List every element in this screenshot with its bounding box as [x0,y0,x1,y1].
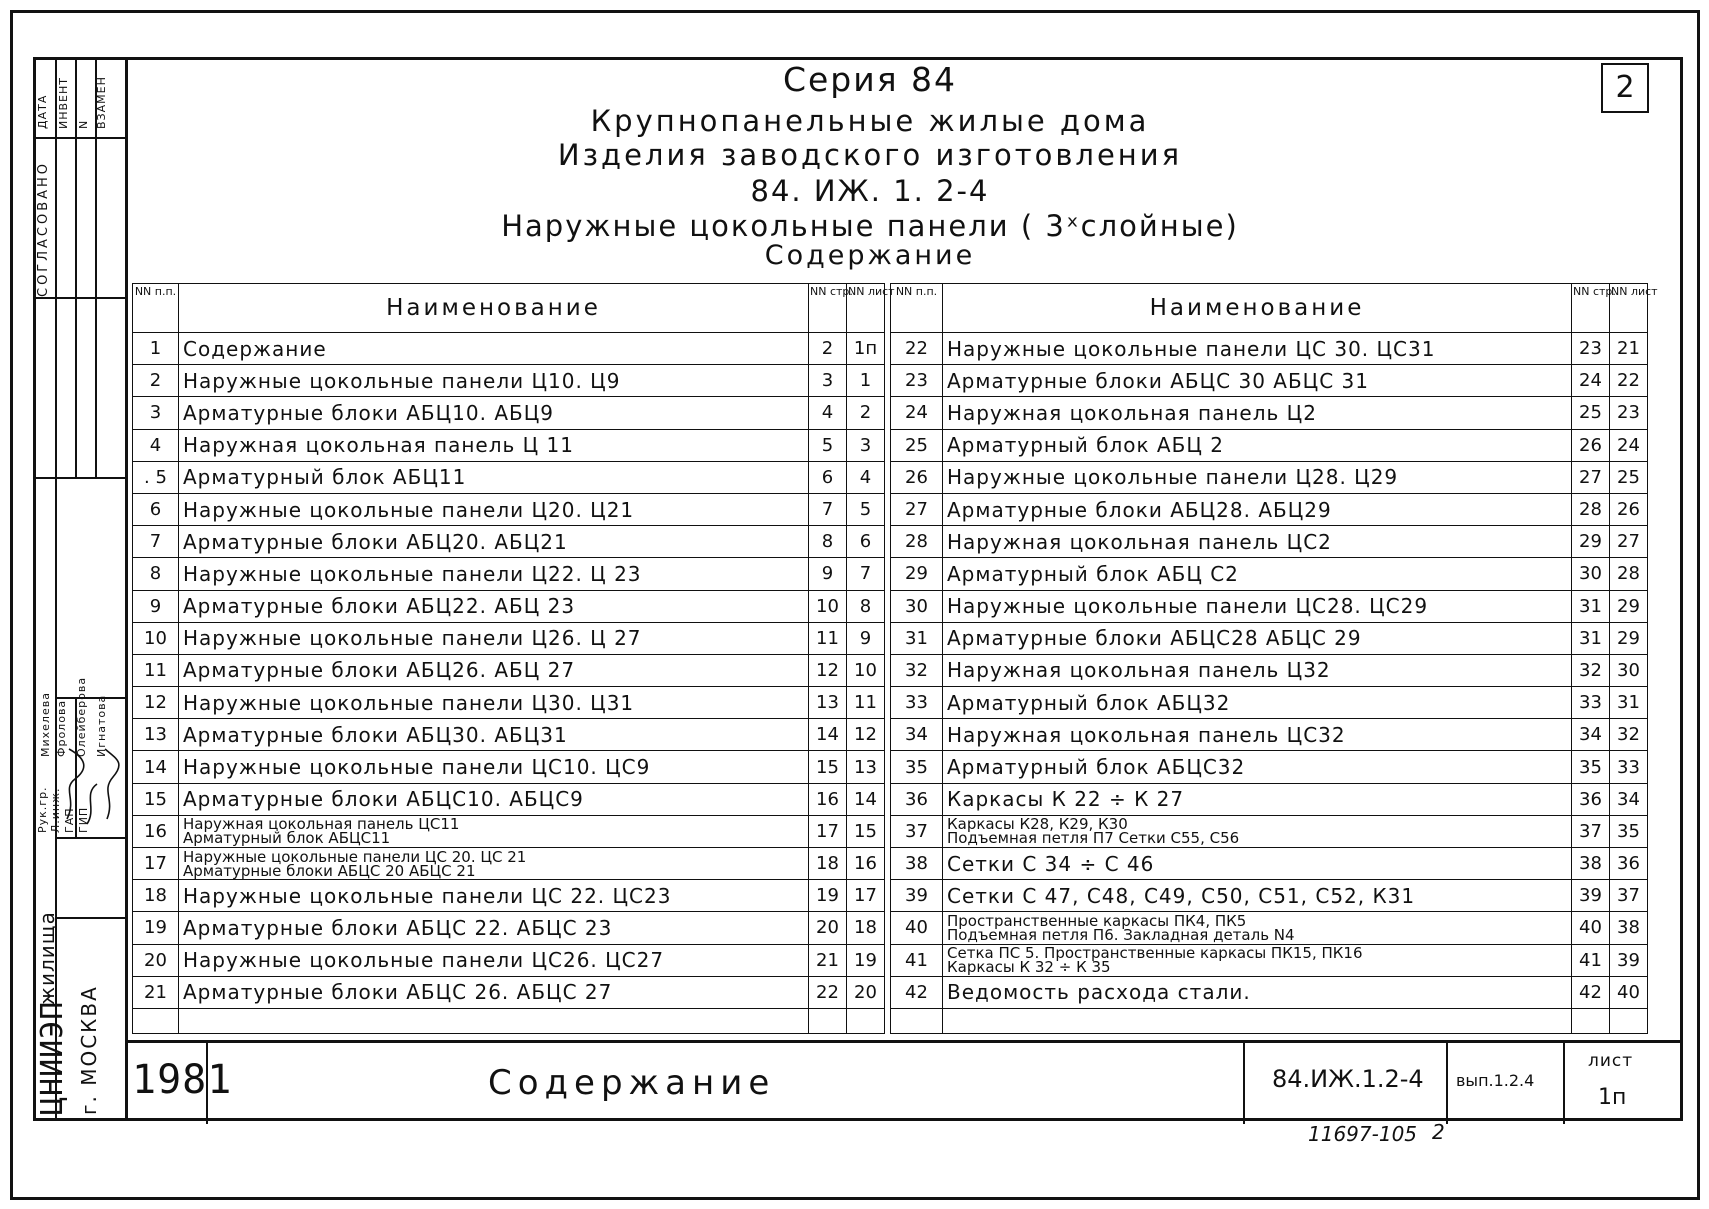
row-sheet: 1 [847,365,885,397]
row-title [943,815,1572,847]
city: г. МОСКВА [77,985,101,1115]
table-row [891,429,1648,461]
row-title [943,912,1572,944]
row-page: 8 [809,526,847,558]
row-number: 17 [133,848,179,880]
replace-label: ВЗАМЕН [95,76,108,129]
row-sheet: 13 [847,751,885,783]
header-line-2: Изделия заводского изготовления [557,138,1183,172]
table-row [133,622,885,654]
row-sheet: 30 [1610,654,1648,686]
role-2: Л.инж. [49,787,62,833]
row-number: 9 [133,590,179,622]
row-title-line-1: Каркасы К28, К29, К30 [947,815,1128,834]
row-number: 41 [891,944,943,976]
row-page: 2 [809,333,847,365]
row-number: 14 [133,751,179,783]
row-sheet: 10 [847,654,885,686]
table-row [133,654,885,686]
role-4: ГИП [77,806,90,833]
stamp-title: Содержание [488,1063,776,1103]
row-page: 29 [1572,526,1610,558]
row-number: 12 [133,687,179,719]
row-title: Сетки С 34 ÷ С 46 [943,848,1572,880]
row-title-line-1: Наружные цокольные панели ЦС 20. ЦС 21 [183,847,527,866]
row-title: Ведомость расхода стали. [943,976,1572,1008]
row-sheet: 34 [1610,783,1648,815]
row-page: 9 [809,558,847,590]
row-page: 28 [1572,493,1610,525]
table-row [891,880,1648,912]
row-sheet: 37 [1610,880,1648,912]
row-title: Арматурный блок АБЦ С2 [943,558,1572,590]
table-row [133,912,885,944]
role-1: Рук.гр. [36,786,49,833]
row-page: 42 [1572,976,1610,1008]
row-sheet: 25 [1610,461,1648,493]
row-title: Арматурные блоки АБЦ10. АБЦ9 [179,397,809,429]
row-sheet: 35 [1610,815,1648,847]
row-page: 14 [809,719,847,751]
row-title: Каркасы К 22 ÷ К 27 [943,783,1572,815]
row-sheet: 6 [847,526,885,558]
row-title-line-2: Арматурный блок АБЦС11 [183,829,391,848]
row-title: Арматурные блоки АБЦ26. АБЦ 27 [179,654,809,686]
table-row [891,944,1648,976]
row-number: 18 [133,880,179,912]
row-page: 7 [809,493,847,525]
archive-page: 2 [1432,1120,1445,1144]
stamp-block [128,1040,1683,1121]
col-nn-header: NN п.п. [891,284,943,333]
table-row [133,397,885,429]
table-row [891,622,1648,654]
row-title: Наружная цокольная панель Ц32 [943,654,1572,686]
col-name-header: Наименование [943,284,1572,333]
stamp-sheet-value: 1п [1598,1085,1627,1110]
row-sheet: 19 [847,944,885,976]
row-page: 6 [809,461,847,493]
row-page: 3 [809,365,847,397]
row-page: 26 [1572,429,1610,461]
row-title: Арматурный блок АБЦ11 [179,461,809,493]
row-title [179,815,809,847]
row-title: Арматурные блоки АБЦС10. АБЦС9 [179,783,809,815]
row-title-line-1: Сетка ПС 5. Пространственные каркасы ПК15, ПК16 [947,944,1363,963]
row-sheet: 21 [1610,333,1648,365]
row-number: 6 [133,493,179,525]
row-sheet: 33 [1610,751,1648,783]
row-page: 40 [1572,912,1610,944]
row-title: Наружная цокольная панель ЦС32 [943,719,1572,751]
name-4: Игнатова [95,694,108,757]
row-title: Наружные цокольные панели ЦС 30. ЦС31 [943,333,1572,365]
row-page: 10 [809,590,847,622]
row-number: 33 [891,687,943,719]
header-code: 84. ИЖ. 1. 2-4 [750,174,990,208]
row-title: Арматурные блоки АБЦС 22. АБЦС 23 [179,912,809,944]
row-page: 15 [809,751,847,783]
table-row [891,590,1648,622]
row-page: 22 [809,976,847,1008]
row-title: Наружные цокольные панели Ц22. Ц 23 [179,558,809,590]
table-row [891,719,1648,751]
row-title: Наружные цокольные панели ЦС10. ЦС9 [179,751,809,783]
row-number: 29 [891,558,943,590]
row-sheet: 16 [847,848,885,880]
row-title: Арматурные блоки АБЦ30. АБЦ31 [179,719,809,751]
row-sheet: 32 [1610,719,1648,751]
row-number: 36 [891,783,943,815]
contents-table-left [132,283,895,1034]
table-row [891,493,1648,525]
row-sheet: 11 [847,687,885,719]
row-title: Арматурный блок АБЦС32 [943,751,1572,783]
blank-cell [809,1008,847,1033]
row-sheet: 38 [1610,912,1648,944]
row-title-line-2: Арматурные блоки АБЦС 20 АБЦС 21 [183,861,476,880]
col-page-header: NN стр. [809,284,847,333]
blank-cell [179,1008,809,1033]
col-nn-header: NN п.п. [133,284,179,333]
header-line-4: Наружные цокольные панели ( 3ˣслойные) [501,209,1239,243]
table-row [891,976,1648,1008]
table-row [133,333,885,365]
org-name: ЦНИИЭП [35,1000,70,1115]
row-number: 40 [891,912,943,944]
row-sheet: 9 [847,622,885,654]
row-title: Наружные цокольные панели Ц28. Ц29 [943,461,1572,493]
row-title: Наружная цокольная панель Ц 11 [179,429,809,461]
row-page: 4 [809,397,847,429]
row-title: Арматурные блоки АБЦ20. АБЦ21 [179,526,809,558]
row-number: 2 [133,365,179,397]
row-number: 30 [891,590,943,622]
row-sheet: 31 [1610,687,1648,719]
row-number: 32 [891,654,943,686]
row-page: 24 [1572,365,1610,397]
row-page: 11 [809,622,847,654]
row-title-line-2: Каркасы К 32 ÷ К 35 [947,958,1111,977]
table-row [133,848,885,880]
row-page: 21 [809,944,847,976]
row-page: 31 [1572,590,1610,622]
header-line-5: Содержание [764,240,976,271]
series-title: Серия 84 [782,60,958,99]
row-sheet: 23 [1610,397,1648,429]
table-row [133,461,885,493]
row-title [179,848,809,880]
blank-row [133,1008,885,1033]
row-page: 25 [1572,397,1610,429]
row-number: 26 [891,461,943,493]
row-number: 37 [891,815,943,847]
row-number: 39 [891,880,943,912]
blank-cell [1572,1008,1610,1033]
row-sheet: 24 [1610,429,1648,461]
row-page: 41 [1572,944,1610,976]
row-page: 20 [809,912,847,944]
name-3: Олейберова [75,676,88,757]
row-sheet: 7 [847,558,885,590]
table-row [891,783,1648,815]
row-number: 16 [133,815,179,847]
row-page: 35 [1572,751,1610,783]
table-row [133,493,885,525]
blank-cell [891,1008,943,1033]
row-number: 20 [133,944,179,976]
table-row [891,558,1648,590]
table-row [133,976,885,1008]
table-row [891,751,1648,783]
row-number: 22 [891,333,943,365]
blank-cell [133,1008,179,1033]
blank-cell [1610,1008,1648,1033]
table-row [133,526,885,558]
row-title: Арматурные блоки АБЦС28 АБЦС 29 [943,622,1572,654]
col-page-header: NN стр. [1572,284,1610,333]
table-row [133,429,885,461]
blank-cell [847,1008,885,1033]
row-number: 10 [133,622,179,654]
row-title-line-2: Подъемная петля П7 Сетки С55, С56 [947,829,1240,848]
row-sheet: 39 [1610,944,1648,976]
row-page: 5 [809,429,847,461]
row-number: 4 [133,429,179,461]
inv-label: ИНВЕНТ [57,77,70,129]
col-sheet-header: NN лист [1610,284,1648,333]
row-page: 39 [1572,880,1610,912]
n-label: N [77,119,90,129]
row-sheet: 5 [847,493,885,525]
row-number: 1 [133,333,179,365]
archive-number: 11697-105 [1308,1122,1418,1146]
row-title: Сетки С 47, С48, С49, С50, С51, С52, К31 [943,880,1572,912]
row-sheet: 14 [847,783,885,815]
row-sheet: 29 [1610,590,1648,622]
row-number: 34 [891,719,943,751]
row-page: 13 [809,687,847,719]
row-sheet: 8 [847,590,885,622]
table-row [891,397,1648,429]
row-title: Наружные цокольные панели Ц20. Ц21 [179,493,809,525]
table-row [891,461,1648,493]
row-number: 28 [891,526,943,558]
date-label: ДАТА [36,94,49,129]
table-row [133,751,885,783]
row-page: 16 [809,783,847,815]
row-sheet: 28 [1610,558,1648,590]
side-strip [33,57,128,1121]
row-number: 23 [891,365,943,397]
row-title: Арматурный блок АБЦ32 [943,687,1572,719]
name-1: Михелева [39,692,52,757]
name-2: Фролова [55,699,68,757]
table-row [891,654,1648,686]
row-title-line-1: Наружная цокольная панель ЦС11 [183,815,460,834]
table-row [891,912,1648,944]
row-number: 3 [133,397,179,429]
table-row [133,719,885,751]
table-row [133,590,885,622]
row-page: 37 [1572,815,1610,847]
row-page: 19 [809,880,847,912]
row-page: 12 [809,654,847,686]
row-sheet: 22 [1610,365,1648,397]
row-number: 35 [891,751,943,783]
row-number: 13 [133,719,179,751]
row-number: 38 [891,848,943,880]
row-title: Арматурные блоки АБЦС 30 АБЦС 31 [943,365,1572,397]
table-row [133,687,885,719]
row-title: Арматурные блоки АБЦ22. АБЦ 23 [179,590,809,622]
row-sheet: 1п [847,333,885,365]
row-page: 38 [1572,848,1610,880]
row-title: Арматурный блок АБЦ 2 [943,429,1572,461]
row-sheet: 36 [1610,848,1648,880]
table-row [891,365,1648,397]
row-title [943,944,1572,976]
row-title: Наружные цокольные панели Ц30. Ц31 [179,687,809,719]
stamp-code: 84.ИЖ.1.2-4 [1272,1065,1424,1093]
col-sheet-header: NN лист [847,284,885,333]
row-sheet: 12 [847,719,885,751]
table-row [891,526,1648,558]
stamp-year: 1981 [132,1057,233,1103]
row-sheet: 29 [1610,622,1648,654]
row-number: 15 [133,783,179,815]
row-sheet: 3 [847,429,885,461]
table-row [891,815,1648,847]
row-title: Наружные цокольные панели ЦС28. ЦС29 [943,590,1572,622]
row-page: 17 [809,815,847,847]
row-sheet: 20 [847,976,885,1008]
row-number: 21 [133,976,179,1008]
table-row [891,333,1648,365]
row-page: 34 [1572,719,1610,751]
row-number: . 5 [133,461,179,493]
row-title-line-1: Пространственные каркасы ПК4, ПК5 [947,911,1247,930]
row-sheet: 27 [1610,526,1648,558]
table-row [891,687,1648,719]
row-page: 33 [1572,687,1610,719]
header-line-1: Крупнопанельные жилые дома [590,104,1150,138]
row-page: 27 [1572,461,1610,493]
row-title: Наружные цокольные панели ЦС26. ЦС27 [179,944,809,976]
row-number: 8 [133,558,179,590]
row-page: 36 [1572,783,1610,815]
table-row [133,880,885,912]
row-title: Наружные цокольные панели Ц10. Ц9 [179,365,809,397]
contents-table-right [890,283,1658,1034]
row-title: Наружная цокольная панель ЦС2 [943,526,1572,558]
stamp-sheet-label: лист [1588,1051,1634,1071]
blank-row [891,1008,1648,1033]
row-number: 7 [133,526,179,558]
row-page: 30 [1572,558,1610,590]
row-page: 31 [1572,622,1610,654]
table-row [891,848,1648,880]
row-number: 25 [891,429,943,461]
stamp-issue: вып.1.2.4 [1456,1071,1535,1090]
table-row [133,783,885,815]
row-sheet: 4 [847,461,885,493]
row-number: 42 [891,976,943,1008]
row-title: Наружные цокольные панели Ц26. Ц 27 [179,622,809,654]
signature-mark [57,699,125,835]
row-title: Арматурные блоки АБЦ28. АБЦ29 [943,493,1572,525]
sheet-number-box: 2 [1601,63,1649,113]
row-sheet: 40 [1610,976,1648,1008]
blank-cell [943,1008,1572,1033]
row-number: 19 [133,912,179,944]
table-row [133,365,885,397]
row-sheet: 2 [847,397,885,429]
row-page: 18 [809,848,847,880]
row-sheet: 26 [1610,493,1648,525]
row-title: Арматурные блоки АБЦС 26. АБЦС 27 [179,976,809,1008]
row-title-line-2: Подъемная петля П6. Закладная деталь N4 [947,925,1295,944]
row-sheet: 17 [847,880,885,912]
table-row [133,944,885,976]
row-number: 27 [891,493,943,525]
org-sub: жилища [35,911,59,1005]
row-sheet: 15 [847,815,885,847]
row-number: 11 [133,654,179,686]
approval-label: СОГЛАСОВАНО [36,160,51,297]
row-page: 23 [1572,333,1610,365]
row-title: Наружные цокольные панели ЦС 22. ЦС23 [179,880,809,912]
row-number: 24 [891,397,943,429]
table-row [133,815,885,847]
row-title: Содержание [179,333,809,365]
table-row [133,558,885,590]
row-number: 31 [891,622,943,654]
row-page: 32 [1572,654,1610,686]
role-3: ГАП [63,807,76,833]
row-title: Наружная цокольная панель Ц2 [943,397,1572,429]
col-name-header: Наименование [179,284,809,333]
row-sheet: 18 [847,912,885,944]
